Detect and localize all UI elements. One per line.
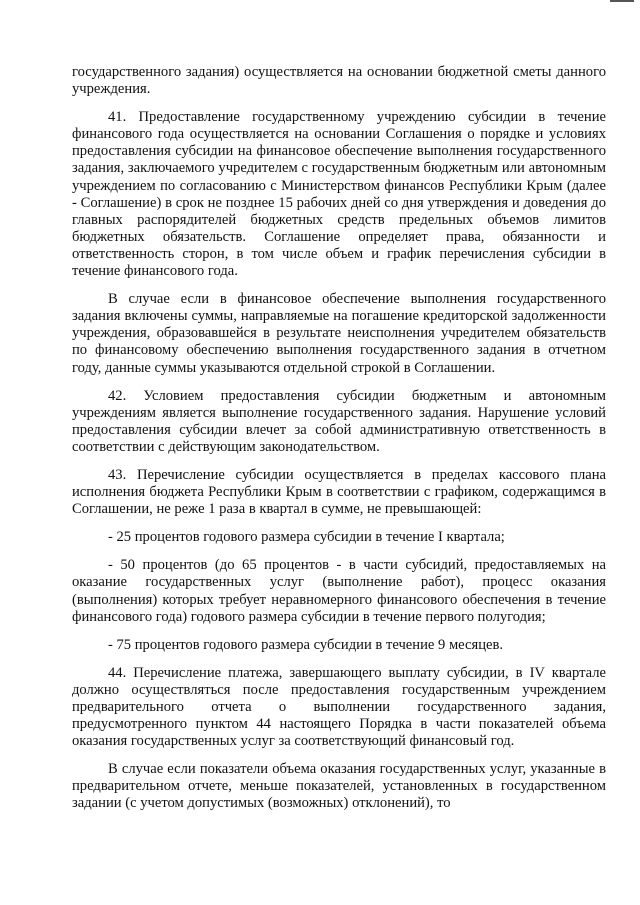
paragraph-43-item-3: - 75 процентов годового размера субсидии в течение 9 месяцев. [108,636,504,653]
paragraph-44: 44. Перечисление платежа, завершающего выплату субсидии, в IV квартале должно осуществляться после предоставления государственным учреждением предварительного отчета о выполнении государственного задания, предусмотренного пунктом 44 настоящего Порядка в части показателей объема оказания государственных услуг за соответствующий финансовый год. [72,664,606,750]
paragraph-42: 42. Условием предоставления субсидии бюджетным и автономным учреждениям является выполнение государственного задания. Нарушение условий предоставления субсидии влечет за собой административную ответственность в соответствии с действующим законодательством. [72,387,606,455]
paragraph-43-item-1: - 25 процентов годового размера субсидии в течение I квартала; [108,529,505,546]
paragraph-43: 43. Перечисление субсидии осуществляется в пределах кассового плана исполнения бюджета Республики Крым в соответствии с графиком, содержащимся в Соглашении, не реже 1 раза в квартал в сумме, не превышающей: [72,466,606,518]
paragraph-continuation: государственного задания) осуществляется на основании бюджетной сметы данного учреждения. [72,64,606,98]
document-page [72,64,606,824]
paragraph-41-case: В случае если в финансовое обеспечение выполнения государственного задания включены суммы, направляемые на погашение кредиторской задолженности учреждения, образовавшейся в результате неисполнения учредителем обязательств по финансовому обеспечению выполнения государственного задания в отчетном году, данные суммы указываются отдельной строкой в Соглашении. [72,291,606,376]
paragraph-44-case: В случае если показатели объема оказания государственных услуг, указанные в предварительном отчете, меньше показателей, установленных в государственном задании (с учетом допустимых (возможных) отклонений), то [72,761,606,812]
paragraph-41: 41. Предоставление государственному учреждению субсидии в течение финансового года осуществляется на основании Соглашения о порядке и условиях предоставления субсидии на финансовое обеспечение выполнения государственного задания, заключаемого учредителем с государственным бюджетным или автономным учреждением по согласованию с Министерством финансов Республики Крым (далее - Соглашение) в срок не позднее 15 рабочих дней со дня утверждения и доведения до главных распорядителей бюджетных средств предельных объемов лимитов бюджетных обязательств. Соглашение определяет права, обязанности и ответственность сторон, в том числе объем и график перечисления субсидии в течение финансового года. [72,109,606,280]
paragraph-43-item-2: - 50 процентов (до 65 процентов - в части субсидий, предоставляемых на оказание государственных услуг (выполнение работ), процесс оказания (выполнения) которых требует неравномерного финансового обеспечения в течение финансового года) годового размера субсидии в течение первого полугодия; [72,557,606,625]
page-corner-mark [610,0,634,2]
